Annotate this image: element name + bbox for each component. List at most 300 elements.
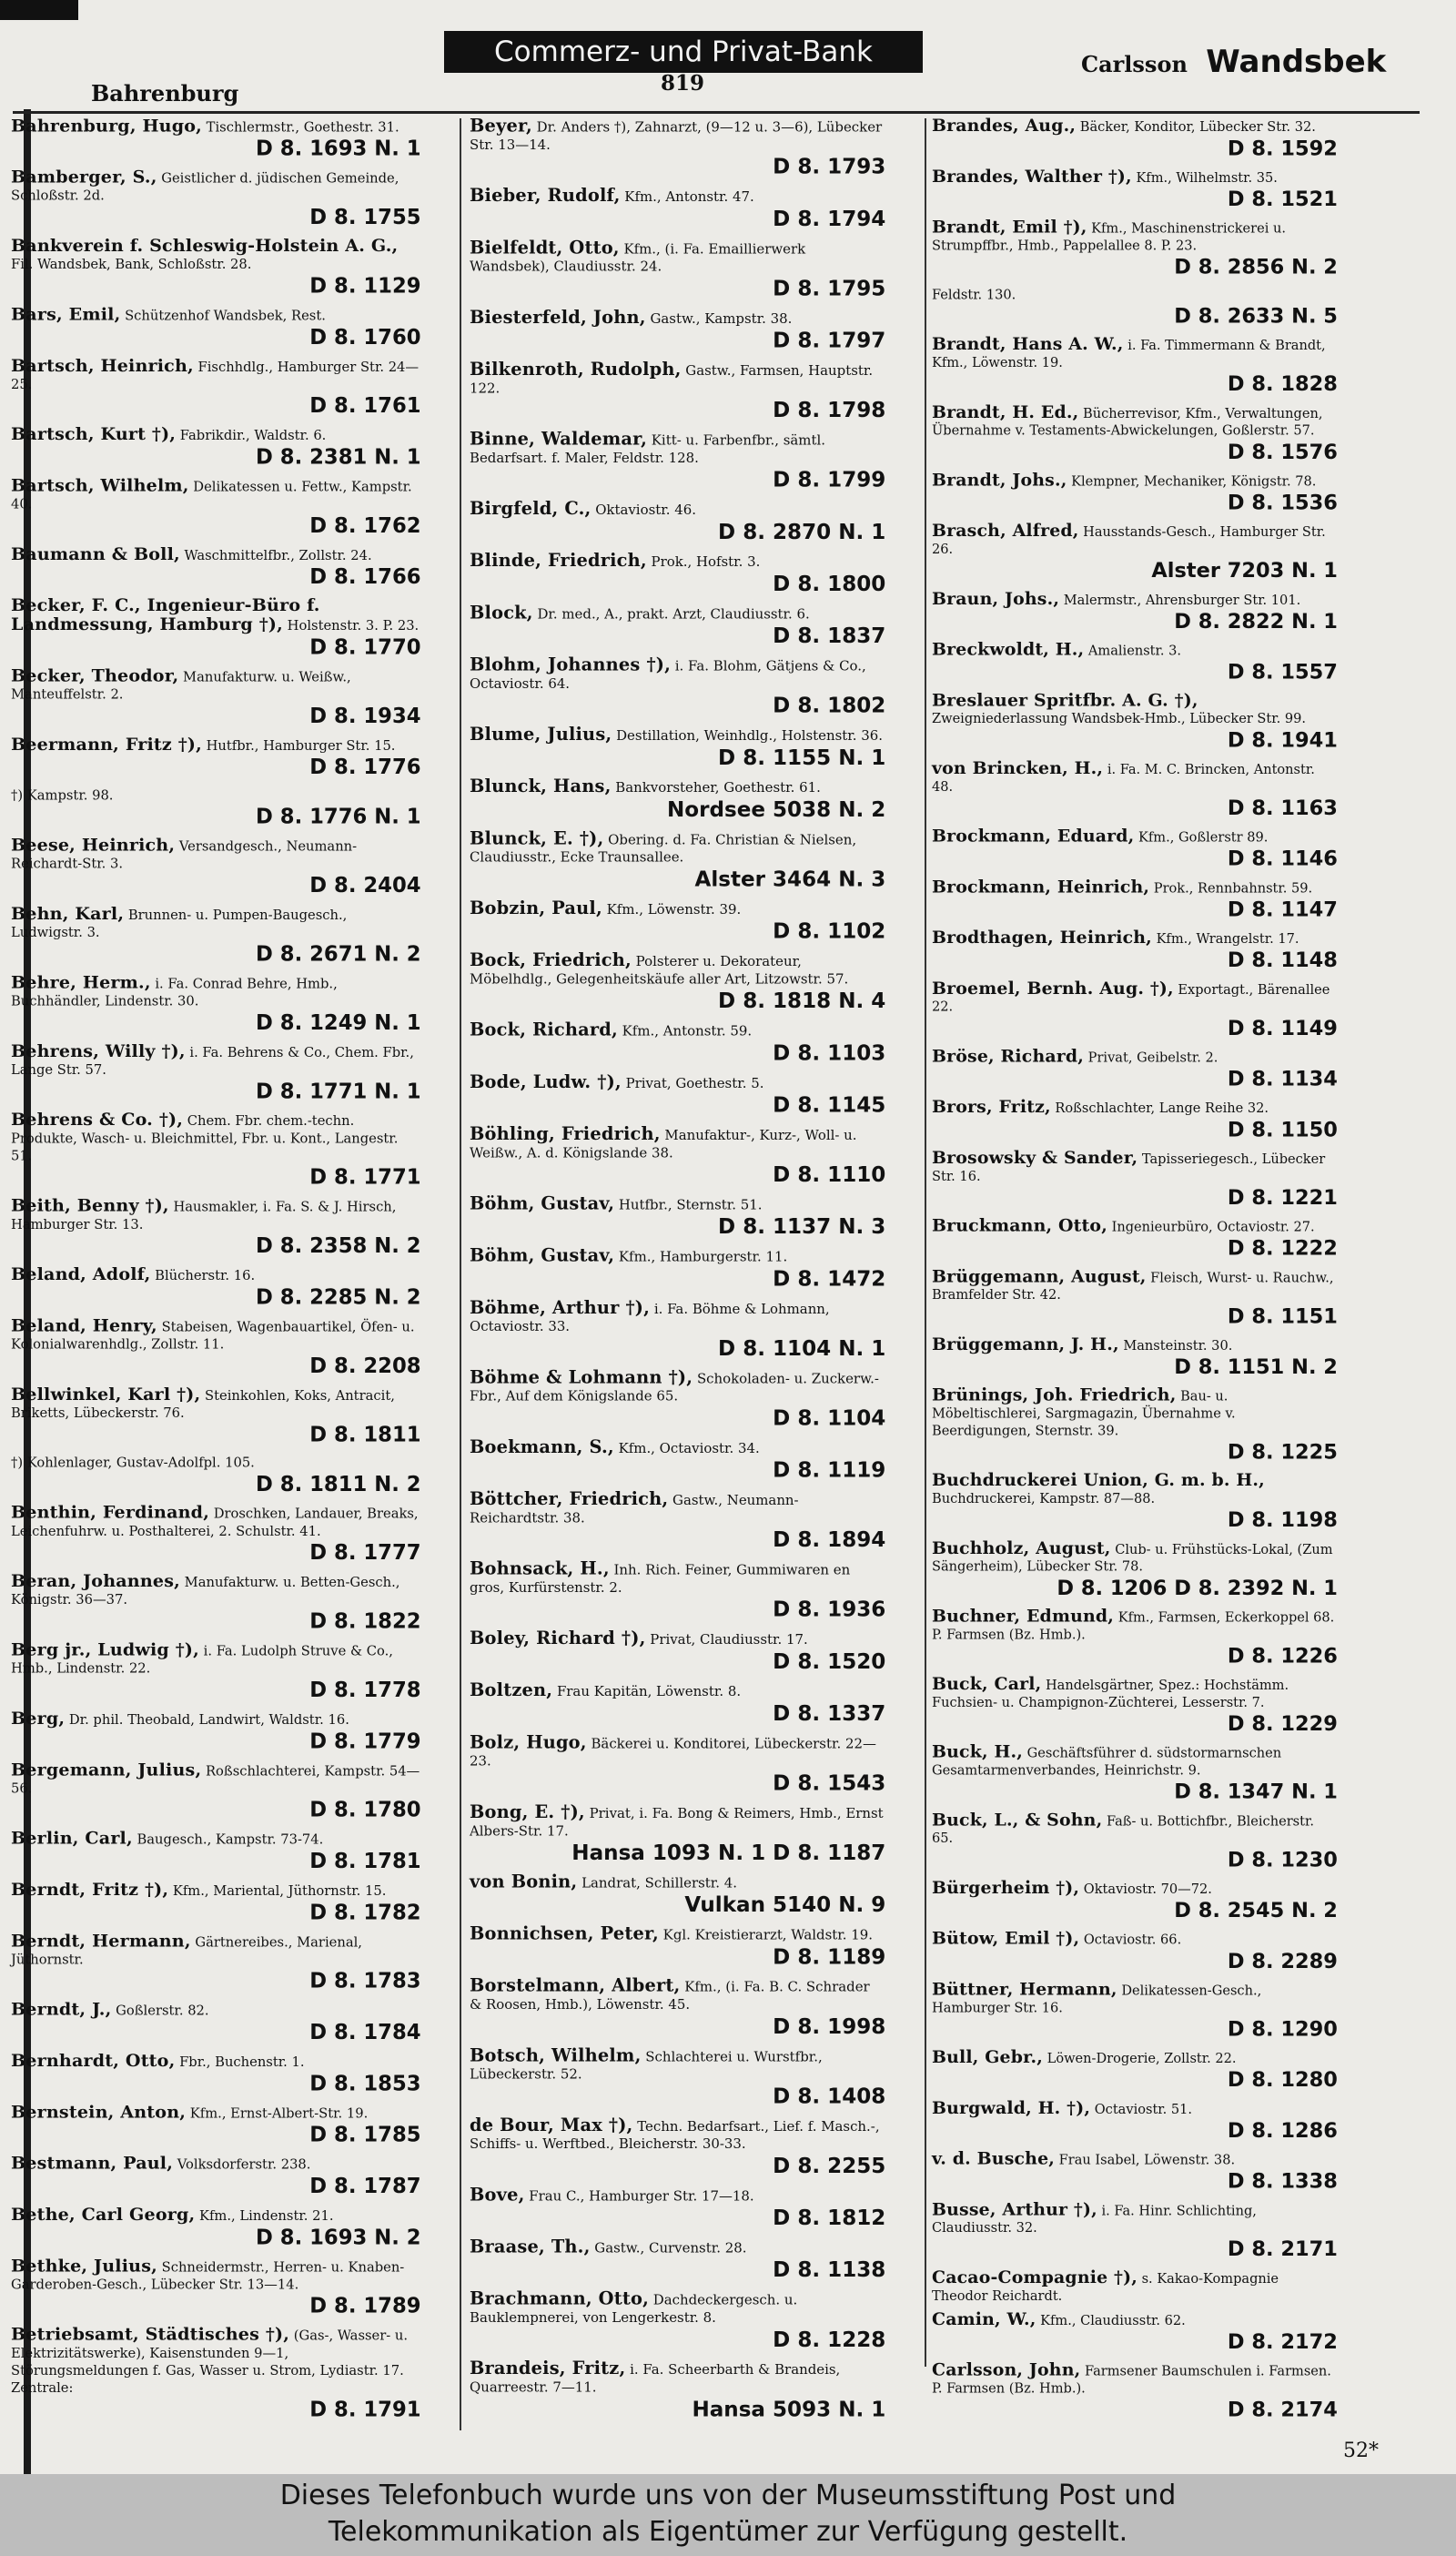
entry-phone-number: D 8. 1230 — [1227, 1847, 1338, 1871]
header-page-number: 819 — [660, 71, 704, 96]
entry-phone-number: Vulkan 5140 N. 9 — [684, 1892, 886, 1917]
directory-entry — [11, 2103, 421, 2148]
directory-entry — [11, 735, 421, 780]
entry-name: Broemel, Bernh. Aug. †), — [932, 977, 1174, 999]
entry-phone-number: D 8. 1998 — [773, 2013, 886, 2039]
entry-detail: Mansteinstr. 30. — [1123, 1337, 1233, 1354]
entry-phone-number: D 8. 1119 — [773, 1457, 886, 1483]
directory-entry — [11, 476, 421, 539]
entry-detail: Kfm., Octaviostr. 34. — [618, 1439, 760, 1456]
directory-entry — [470, 725, 885, 771]
entry-name: Brasch, Alfred, — [932, 520, 1079, 541]
entry-phone-number: D 8. 1138 — [773, 2257, 886, 2282]
entry-phone-number: D 8. 1226 — [1227, 1643, 1338, 1668]
entry-name: Böhm, Gustav, — [470, 1244, 615, 1266]
entry-name: Bobzin, Paul, — [470, 897, 602, 918]
header-right-big: Wandsbek — [1206, 44, 1387, 80]
entry-phone-number: Alster 7203 N. 1 — [1151, 558, 1338, 583]
entry-detail: i. Fa. Hinr. Schlichting, Claudiusstr. 32. — [932, 2202, 1257, 2236]
directory-entry — [470, 1020, 885, 1067]
entry-detail: Baugesch., Kampstr. 73-74. — [136, 1831, 324, 1848]
entry-detail: Bau- u. Möbeltischlerei, Sargmagazin, Übernahme v. Beerdigungen, Sternstr. 39. — [932, 1388, 1236, 1439]
entry-detail: Octaviostr. 66. — [1083, 1932, 1182, 1948]
entry-phone-number: D 8. 1777 — [309, 1540, 421, 1565]
entry-name: Berlin, Carl, — [11, 1827, 133, 1849]
entry-detail: Prok., Hofstr. 3. — [651, 553, 761, 570]
entry-phone-number: D 8. 1104 N. 1 — [718, 1335, 886, 1361]
entry-phone-number: D 8. 1189 — [773, 1944, 886, 1969]
directory-entry — [932, 1675, 1338, 1737]
entry-phone-number: D 8. 1761 — [309, 393, 421, 418]
entry-detail: Fbr., Buchenstr. 1. — [179, 2054, 305, 2070]
entry-phone-number: D 8. 1781 — [309, 1849, 421, 1873]
entry-name: Berndt, Hermann, — [11, 1930, 191, 1951]
entry-phone-number: D 8. 2289 — [1227, 1949, 1338, 1973]
entry-detail: Hausstands-Gesch., Hamburger Str. 26. — [932, 523, 1326, 557]
entry-phone-number: D 8. 1102 — [773, 918, 886, 944]
entry-detail: Ingenieurbüro, Octaviostr. 27. — [1111, 1219, 1315, 1235]
entry-name: Blinde, Friedrich, — [470, 549, 647, 571]
entry-phone-number: D 8. 2171 — [1227, 2236, 1338, 2261]
directory-entry — [932, 1607, 1338, 1668]
entry-phone-number: D 8. 1145 — [773, 1092, 886, 1118]
entry-detail: Hutfbr., Hamburger Str. 15. — [206, 737, 396, 754]
entry-name: Brodthagen, Heinrich, — [932, 927, 1152, 948]
entry-name: Boltzen, — [470, 1679, 553, 1700]
entry-name: Bohnsack, H., — [470, 1557, 610, 1579]
donation-notice-line-1: Dieses Telefonbuch wurde uns von der Museumsstiftung Post und — [279, 2480, 1177, 2511]
entry-detail: Delikatessen u. Fettw., Kampstr. 40. — [11, 478, 412, 512]
entry-phone-number: Hansa 1093 N. 1 D 8. 1187 — [571, 1840, 886, 1865]
entry-detail: Privat, i. Fa. Bong & Reimers, Hmb., Ernst Albers-Str. 17. — [470, 1805, 884, 1839]
entry-detail: Dr. Anders †), Zahnarzt, (9—12 u. 3—6), Lübecker Str. 13—14. — [470, 118, 883, 153]
entry-name: Benthin, Ferdinand, — [11, 1501, 210, 1523]
entry-name: Busse, Arthur †), — [932, 2198, 1097, 2219]
header-rule — [13, 111, 1420, 114]
entry-detail: Frau C., Hamburger Str. 17—18. — [529, 2187, 754, 2205]
donation-notice — [0, 2474, 1456, 2556]
entry-name: Böhme, Arthur †), — [470, 1296, 651, 1318]
directory-entry — [11, 836, 421, 898]
entry-phone-number: D 8. 1760 — [309, 324, 421, 350]
entry-name: Bars, Emil, — [11, 303, 121, 325]
entry-detail: Zweigniederlassung Wandsbek-Hmb., Lübecker Str. 99. — [932, 710, 1306, 726]
directory-entry — [11, 596, 421, 661]
entry-phone-number: D 8. 1779 — [309, 1729, 421, 1753]
directory-entry — [932, 877, 1338, 922]
directory-entry — [470, 1298, 885, 1362]
entry-phone-number: D 8. 1103 — [773, 1040, 886, 1065]
entry-detail: Manufaktur-, Kurz-, Woll- u. Weißw., A. d. Königslande 38. — [470, 1127, 857, 1161]
directory-entry — [470, 117, 885, 180]
entry-phone-number: D 8. 1147 — [1227, 897, 1338, 921]
entry-name: Camin, W., — [932, 2308, 1036, 2329]
entry-phone-number: Nordsee 5038 N. 2 — [667, 796, 886, 822]
entry-phone-number: D 8. 1853 — [309, 2071, 421, 2095]
entry-detail: Versandgesch., Neumann-Reichardt-Str. 3. — [11, 838, 358, 872]
entry-name: Betriebsamt, Städtisches †), — [11, 2323, 290, 2345]
directory-entry — [932, 928, 1338, 973]
entry-detail: i. Fa. Böhme & Lohmann, Octaviostr. 33. — [470, 1300, 830, 1334]
entry-name: Brandt, Hans A. W., — [932, 333, 1124, 354]
entry-detail: Exportagt., Bärenallee 22. — [932, 981, 1330, 1015]
entry-phone-number: D 8. 1472 — [773, 1266, 886, 1291]
entry-detail: Privat, Goethestr. 5. — [625, 1074, 764, 1091]
header-right-keyword — [1081, 44, 1386, 80]
entry-detail: Bücherrevisor, Kfm., Verwaltungen, Übernahme v. Testaments-Abwickelungen, Goßlerstr. 57. — [932, 405, 1323, 439]
entry-detail: Delikatessen-Gesch., Hamburger Str. 16. — [932, 1982, 1262, 2015]
entry-phone-number: D 8. 1129 — [309, 273, 421, 298]
entry-name: Biesterfeld, John, — [470, 306, 646, 328]
directory-entry — [932, 2360, 1338, 2422]
directory-entry — [11, 117, 421, 162]
entry-phone-number: D 8. 1776 N. 1 — [256, 804, 421, 829]
header-right-small: Carlsson — [1081, 51, 1188, 77]
entry-phone-number: D 8. 1798 — [773, 397, 886, 422]
entry-phone-number: D 8. 1811 — [309, 1422, 421, 1446]
entry-detail: Geistlicher d. jüdischen Gemeinde, Schloßstr. 2d. — [11, 170, 399, 204]
directory-entry — [932, 1927, 1338, 1974]
directory-entry — [470, 1437, 885, 1484]
directory-entry — [932, 2149, 1338, 2194]
entry-name: Bieber, Rudolf, — [470, 184, 621, 206]
directory-entry — [470, 2115, 885, 2179]
directory-entry — [470, 1730, 886, 1797]
entry-detail: Kfm., (i. Fa. Emaillierwerk Wandsbek), Claudiusstr. 24. — [470, 240, 806, 275]
entry-detail: Gärtnereibes., Marienal, Jüthornstr. — [11, 1933, 362, 1967]
entry-detail: Kfm., Lindenstr. 21. — [198, 2207, 334, 2224]
entry-name: Bahrenburg, Hugo, — [11, 115, 202, 136]
entry-detail: Kfm., Farmsen, Eckerkoppel 68. P. Farmsen (Bz. Hmb.). — [932, 1608, 1335, 1642]
entry-phone-number: D 8. 2870 N. 1 — [718, 519, 886, 544]
entry-phone-number: D 8. 1755 — [309, 205, 421, 229]
entry-phone-number: D 8. 1783 — [309, 1968, 421, 1993]
entry-detail: Blücherstr. 16. — [155, 1267, 256, 1283]
entry-name: Becker, Theodor, — [11, 664, 179, 685]
entry-detail: i. Fa. Blohm, Gätjens & Co., Octaviostr. 64. — [470, 657, 866, 692]
entry-name: Brandeis, Fritz, — [470, 2357, 626, 2378]
entry-phone-number: D 8. 1934 — [309, 703, 421, 728]
entry-name: Brors, Fritz, — [932, 1096, 1051, 1117]
directory-entry — [470, 549, 886, 598]
entry-name: Bove, — [470, 2183, 525, 2205]
directory-entry — [11, 305, 421, 350]
entry-detail: Privat, Claudiusstr. 17. — [650, 1631, 808, 1648]
directory-entry — [932, 691, 1338, 753]
directory-entry — [932, 522, 1338, 583]
entry-name: Bilkenroth, Rudolph, — [470, 358, 682, 380]
directory-entry — [932, 1386, 1338, 1466]
entry-name: Bolz, Hugo, — [470, 1730, 587, 1752]
entry-name: Blunck, E. †), — [470, 827, 604, 848]
entry-phone-number: D 8. 1149 — [1227, 1016, 1338, 1040]
entry-phone-number: D 8. 1780 — [309, 1797, 421, 1822]
directory-entry — [11, 545, 421, 591]
entry-name: Beland, Henry, — [11, 1314, 157, 1335]
entry-detail: Goßlerstr. 82. — [116, 2003, 209, 2019]
directory-entry — [470, 184, 886, 233]
entry-phone-number: D 8. 1110 — [773, 1161, 886, 1187]
donation-notice-line-2: Telekommunikation als Eigentümer zur Verfügung gestellt. — [328, 2516, 1128, 2548]
entry-detail: Kfm., Maschinenstrickerei u. Strumpffbr., Hmb., Pappelallee 8. P. 23. — [932, 220, 1287, 254]
directory-entry — [470, 430, 885, 493]
column-divider — [925, 118, 926, 2367]
entry-phone-number: D 8. 2381 N. 1 — [256, 444, 421, 469]
entry-name: Bestmann, Paul, — [11, 2152, 174, 2174]
entry-phone-number: D 8. 2671 N. 2 — [256, 941, 421, 966]
entry-name: Brandt, Emil †), — [932, 216, 1087, 238]
entry-phone-number: D 8. 2255 — [773, 2153, 886, 2178]
entry-phone-number: D 8. 1592 — [1227, 136, 1338, 160]
entry-detail: Dr. med., A., prakt. Arzt, Claudiusstr. 6. — [537, 605, 810, 623]
directory-entry — [11, 425, 421, 471]
entry-detail: Obering. d. Fa. Christian & Nielsen, Claudiusstr., Ecke Traunsallee. — [470, 831, 857, 866]
directory-entry — [470, 2359, 885, 2423]
entry-name: Breckwoldt, H., — [932, 638, 1085, 660]
entry-detail: i. Fa. Behrens & Co., Chem. Fbr., Lange Str. 57. — [11, 1044, 414, 1078]
entry-detail: Fleisch, Wurst- u. Rauchw., Bramfelder Str. 42. — [932, 1269, 1334, 1303]
entry-phone-number: D 8. 1576 — [1227, 440, 1338, 464]
directory-entry — [470, 1559, 885, 1623]
entry-detail: Waschmittelfbr., Zollstr. 24. — [184, 547, 372, 563]
entry-name: Beith, Benny †), — [11, 1194, 169, 1216]
entry-name: Blohm, Johannes †), — [470, 654, 672, 675]
entry-name: Beland, Adolf, — [11, 1263, 151, 1284]
entry-detail: Kgl. Kreistierarzt, Waldstr. 19. — [662, 1926, 873, 1943]
entry-phone-number: D 8. 1338 — [1227, 2168, 1338, 2194]
entry-name: Braun, Johs., — [932, 587, 1060, 609]
entry-detail: Frau Isabel, Löwenstr. 38. — [1058, 2152, 1236, 2168]
directory-entry — [470, 1246, 885, 1293]
entry-name: Beyer, — [470, 115, 532, 137]
entry-detail: Gastw., Curvenstr. 28. — [594, 2239, 747, 2257]
entry-name: Beese, Heinrich, — [11, 834, 176, 856]
entry-detail: Octaviostr. 51. — [1094, 2101, 1193, 2117]
entry-name: Baumann & Boll, — [11, 543, 180, 564]
directory-entry — [11, 1709, 421, 1755]
directory-entry — [932, 1146, 1338, 1211]
entry-phone-number: D 8. 1812 — [773, 2205, 886, 2230]
entry-detail: Kfm., Wilhelmstr. 35. — [1136, 169, 1278, 186]
entry-phone-number: D 8. 1290 — [1227, 2016, 1338, 2041]
entry-detail: Manufakturw. u. Weißw., Manteuffelstr. 2. — [11, 668, 351, 703]
directory-entry — [470, 2237, 885, 2284]
entry-detail: Kfm., Ernst-Albert-Str. 19. — [189, 2105, 369, 2121]
entry-phone-number: D 8. 1811 N. 2 — [256, 1471, 421, 1496]
entry-phone-number: D 8. 1818 N. 4 — [718, 988, 886, 1013]
entry-detail: Tischlermstr., Goethestr. 31. — [206, 118, 399, 135]
entry-detail: Brunnen- u. Pumpen-Baugesch., Ludwigstr. 3. — [11, 907, 348, 940]
entry-detail: Oktaviostr. 46. — [595, 502, 696, 518]
entry-detail: Gastw., Kampstr. 38. — [650, 309, 793, 327]
entry-detail: Malermstr., Ahrensburger Str. 101. — [1063, 592, 1301, 608]
directory-entry — [470, 898, 885, 945]
directory-entry — [11, 1569, 421, 1635]
entry-phone-number: D 8. 1771 — [309, 1164, 421, 1190]
directory-entry — [932, 403, 1338, 465]
directory-entry — [11, 786, 421, 830]
entry-detail: Kfm., Wrangelstr. 17. — [1156, 930, 1299, 947]
entry-name: Bock, Richard, — [470, 1019, 618, 1040]
entry-phone-number: D 8. 1337 — [773, 1700, 886, 1726]
entry-name: Bode, Ludw. †), — [470, 1070, 622, 1092]
entry-phone-number: D 8. 1795 — [773, 276, 886, 300]
entry-name: Breslauer Spritfbr. A. G. †), — [932, 689, 1198, 710]
directory-entry — [932, 471, 1338, 515]
entry-detail: i. Fa. Ludolph Struve & Co., Hmb., Lindenstr. 22. — [11, 1642, 393, 1677]
entry-name: Cacao-Compagnie †), — [932, 2266, 1138, 2287]
directory-entry — [11, 1196, 421, 1259]
entry-phone-number: D 8. 1104 — [773, 1405, 886, 1430]
entry-phone-number: D 8. 1828 — [1227, 371, 1338, 396]
directory-entry — [470, 1489, 885, 1553]
directory-entry — [11, 1829, 421, 1874]
entry-phone-number: Alster 3464 N. 3 — [694, 867, 886, 892]
entry-detail: Roßschlachterei, Kampstr. 54—56. — [11, 1762, 420, 1796]
directory-entry — [932, 2268, 1338, 2305]
entry-phone-number: Hansa 5093 N. 1 — [692, 2397, 886, 2421]
entry-detail: s. Kakao-Kompagnie Theodor Reichardt. — [932, 2270, 1279, 2304]
entry-phone-number: D 8. 1693 N. 2 — [256, 2225, 421, 2249]
entry-name: Borstelmann, Albert, — [470, 1974, 681, 1996]
entry-name: de Bour, Max †), — [470, 2114, 633, 2135]
entry-phone-number: D 8. 1206 D 8. 2392 N. 1 — [1057, 1576, 1338, 1600]
directory-entry — [932, 1876, 1338, 1923]
entry-phone-number: D 8. 1521 — [1227, 187, 1338, 211]
entry-detail: Fabrikdir., Waldstr. 6. — [179, 427, 327, 443]
page-number-footer: 52* — [1343, 2439, 1379, 2462]
entry-name: Brüggemann, J. H., — [932, 1333, 1119, 1354]
directory-entry — [11, 2154, 421, 2199]
entry-phone-number: D 8. 2633 N. 5 — [1174, 303, 1338, 328]
entry-phone-number: D 8. 2285 N. 2 — [256, 1284, 421, 1309]
directory-entry — [470, 360, 885, 423]
directory-entry — [11, 2000, 421, 2045]
entry-phone-number: D 8. 1791 — [309, 2397, 421, 2421]
entry-name: Böhme & Lohmann †), — [470, 1365, 693, 1387]
entry-phone-number: D 8. 1794 — [773, 206, 886, 231]
entry-detail: Feldstr. 130. — [932, 287, 1016, 303]
header-bank-banner: Commerz- und Privat-Bank — [444, 31, 923, 73]
entry-detail: Löwen-Drogerie, Zollstr. 22. — [1046, 2050, 1237, 2066]
entry-name: von Brincken, H., — [932, 756, 1104, 778]
entry-name: Bröse, Richard, — [932, 1045, 1085, 1066]
entry-phone-number: D 8. 1228 — [773, 2327, 886, 2352]
entry-name: Brandes, Walther †), — [932, 165, 1132, 187]
entry-name: Berg, — [11, 1707, 66, 1729]
entry-name: Botsch, Wilhelm, — [470, 2044, 642, 2065]
entry-phone-number: D 8. 2208 — [309, 1353, 421, 1378]
entry-name: Buchholz, August, — [932, 1537, 1111, 1558]
entry-phone-number: D 8. 1536 — [1227, 490, 1338, 514]
directory-entry — [470, 1365, 886, 1432]
entry-detail: Stabeisen, Wagenbauartikel, Öfen- u. Kolonialwarenhdlg., Zollstr. 11. — [11, 1318, 415, 1353]
directory-entry — [932, 286, 1338, 330]
directory-entry — [11, 666, 421, 729]
directory-entry — [470, 1976, 885, 2040]
entry-detail: Inh. Rich. Feiner, Gummiwaren en gros, Kurfürstenstr. 2. — [470, 1561, 851, 1596]
entry-detail: Farmsener Baumschulen i. Farmsen. P. Farmsen (Bz. Hmb.). — [932, 2363, 1331, 2396]
entry-detail: Schützenhof Wandsbek, Rest. — [125, 307, 326, 324]
entry-name: Burgwald, H. †), — [932, 2096, 1091, 2118]
entry-name: Brandt, Johs., — [932, 469, 1067, 490]
entry-phone-number: D 8. 1557 — [1227, 660, 1338, 685]
directory-entry — [932, 167, 1338, 212]
entry-detail: Tapisseriegesch., Lübecker Str. 16. — [932, 1151, 1326, 1184]
entry-name: Böttcher, Friedrich, — [470, 1487, 669, 1509]
directory-entry — [470, 777, 885, 824]
entry-name: Brosowsky & Sander, — [932, 1146, 1138, 1168]
directory-entry — [470, 2183, 886, 2232]
entry-detail: Polsterer u. Dekorateur, Möbelhdlg., Gelegenheitskäufe aller Art, Litzowstr. 57. — [470, 953, 849, 988]
entry-detail: †) Kohlenlager, Gustav-Adolfpl. 105. — [11, 1454, 255, 1471]
entry-phone-number: D 8. 1693 N. 1 — [256, 136, 421, 161]
entry-detail: Roßschlachter, Lange Reihe 32. — [1055, 1100, 1269, 1116]
entry-name: Bernhardt, Otto, — [11, 2049, 176, 2071]
entry-phone-number: D 8. 2172 — [1227, 2329, 1338, 2354]
entry-detail: Schlachterei u. Wurstfbr., Lübeckerstr. 52. — [470, 2048, 823, 2083]
entry-detail: Fischhdlg., Hamburger Str. 24—25. — [11, 359, 420, 392]
entry-phone-number: D 8. 2174 — [1227, 2397, 1338, 2421]
directory-entry — [932, 117, 1338, 161]
entry-name: Böhm, Gustav, — [470, 1192, 615, 1214]
entry-phone-number: D 8. 1155 N. 1 — [718, 745, 886, 770]
entry-phone-number: D 8. 1787 — [309, 2174, 421, 2198]
entry-name: Berg jr., Ludwig †), — [11, 1638, 199, 1660]
entry-name: Brünings, Joh. Friedrich, — [932, 1384, 1177, 1405]
directory-entry — [470, 308, 885, 354]
directory-entry — [932, 827, 1338, 871]
entry-name: Buchner, Edmund, — [932, 1605, 1115, 1626]
entry-phone-number: D 8. 1778 — [309, 1678, 421, 1702]
entry-detail: Buchdruckerei, Kampstr. 87—88. — [932, 1490, 1156, 1506]
directory-entry — [932, 1216, 1338, 1261]
entry-detail: Destillation, Weinhdlg., Holstenstr. 36. — [616, 727, 883, 744]
entry-detail: Dr. phil. Theobald, Landwirt, Waldstr. 16. — [68, 1711, 349, 1728]
directory-entry — [11, 1503, 421, 1566]
directory-entry — [11, 1932, 421, 1994]
directory-entry — [11, 2203, 421, 2251]
entry-phone-number: D 8. 1776 — [309, 755, 421, 779]
entry-name: v. d. Busche, — [932, 2147, 1056, 2169]
entry-detail: Faß- u. Bottichfbr., Bleicherstr. 65. — [932, 1812, 1314, 1846]
entry-name: von Bonin, — [470, 1870, 578, 1892]
entry-phone-number: D 8. 1520 — [773, 1648, 886, 1674]
entry-name: Blunck, Hans, — [470, 775, 612, 796]
entry-name: Bruckmann, Otto, — [932, 1214, 1107, 1236]
directory-entry — [470, 1124, 885, 1188]
directory-entry — [11, 1111, 421, 1191]
entry-detail: Handelsgärtner, Spez.: Hochstämm. Fuchsien- u. Champignon-Züchterei, Lesserstr. 7. — [932, 1677, 1289, 1710]
entry-phone-number: D 8. 1286 — [1227, 2118, 1338, 2143]
directory-entry — [11, 973, 421, 1036]
entry-phone-number: D 8. 1789 — [309, 2293, 421, 2318]
entry-phone-number: D 8. 1163 — [1227, 796, 1338, 820]
entry-detail: Schokoladen- u. Zuckerw.-Fbr., Auf dem Königslande 65. — [470, 1370, 879, 1405]
directory-entry — [932, 1539, 1338, 1601]
entry-detail: Frau Kapitän, Löwenstr. 8. — [556, 1683, 742, 1699]
entry-name: Bellwinkel, Karl †), — [11, 1383, 201, 1405]
directory-entry — [11, 2049, 421, 2097]
directory-entry — [470, 2046, 885, 2110]
entry-phone-number: D 8. 1799 — [773, 467, 886, 492]
entry-phone-number: D 8. 1137 N. 3 — [718, 1213, 886, 1239]
entry-detail: Holstenstr. 3. P. 23. — [287, 617, 420, 634]
entry-detail: Bankvorsteher, Goethestr. 61. — [615, 779, 821, 796]
column-1 — [11, 117, 421, 2429]
directory-entry — [11, 1760, 421, 1823]
directory-entry — [470, 829, 885, 893]
